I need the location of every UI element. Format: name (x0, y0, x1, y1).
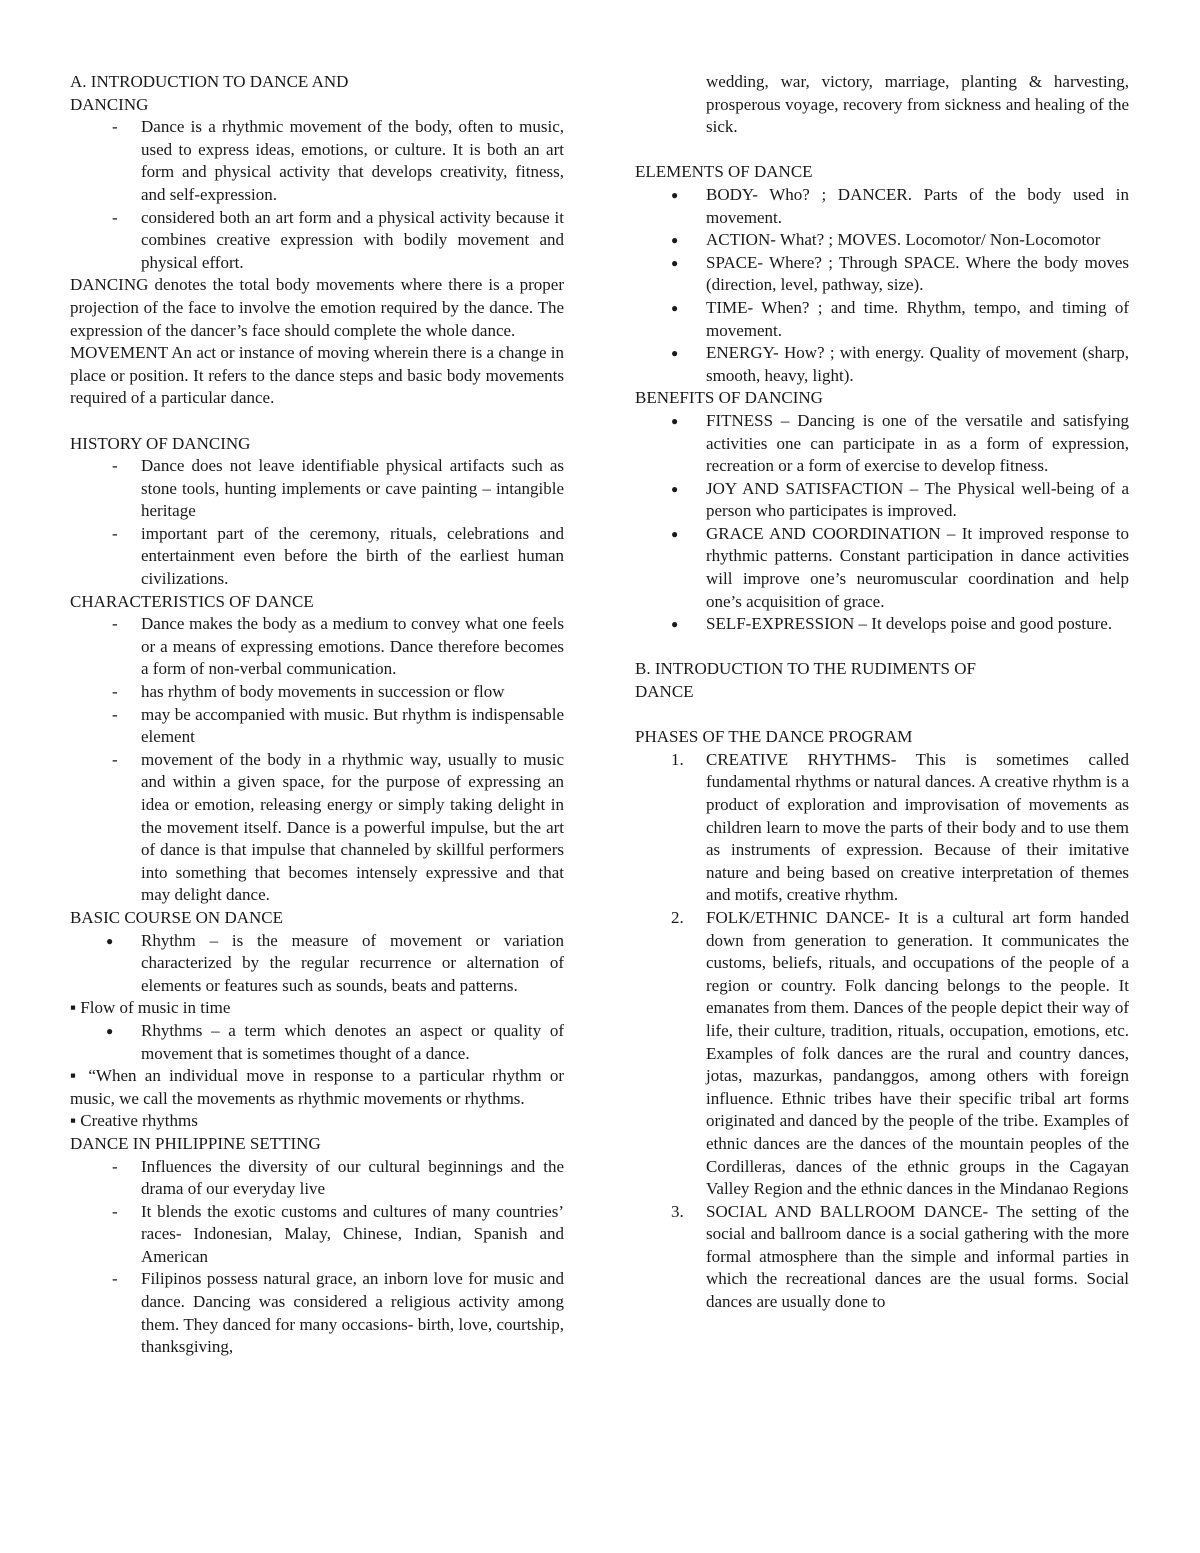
left-column (70, 71, 564, 1359)
list-item: ● ACTION- What? ; MOVES. Locomotor/ Non-Locomotor (635, 229, 1129, 252)
list-item: ● ENERGY- How? ; with energy. Quality of movement (sharp, smooth, heavy, light). (671, 343, 1129, 385)
list-item: ● SELF-EXPRESSION – It develops poise and good posture. (635, 613, 1129, 636)
list-item: wedding, war, victory, marriage, planting & harvesting, prosperous voyage, recovery from sickness and healing of the sick. (706, 72, 1129, 137)
dancing-paragraph: DANCING denotes the total body movements where there is a proper projection of the face to involve the emotion required by the dance. The expression of the dancer’s face should complete the whole dance. (70, 275, 564, 340)
right-column (635, 71, 1129, 1314)
dot-bullet: ● (671, 413, 679, 428)
intro-list (70, 116, 564, 274)
dash-bullet: - (112, 614, 118, 634)
list-item: ● Rhythms – a term which denotes an aspect or quality of movement that is sometimes thought of a dance. (106, 1020, 564, 1063)
basic-course-list-2 (70, 1020, 564, 1065)
phases-heading: PHASES OF THE DANCE PROGRAM (635, 727, 913, 747)
basic-course-list-1 (70, 930, 564, 998)
list-item: - important part of the ceremony, rituals, celebrations and entertainment even before the birth of the earliest human civilizations. (112, 523, 564, 589)
dash-bullet: - (112, 456, 118, 476)
list-item: - Filipinos possess natural grace, an inborn love for music and dance. Dancing was considered a religious activity among them. They danced for many occasions- birth, love, courtship, thanksgiving, (112, 1269, 564, 1357)
movement-paragraph: MOVEMENT An act or instance of moving wherein there is a change in place or position. It refers to the dance steps and basic body movements required of a particular dance. (70, 343, 564, 408)
dot-bullet: ● (671, 233, 679, 248)
list-item: - has rhythm of body movements in succession or flow (70, 681, 564, 704)
elements-list (635, 184, 1129, 387)
dot-bullet: ● (671, 300, 679, 315)
list-item: ● Rhythm – is the measure of movement or variation characterized by the regular recurrence or alternation of elements or features such as sounds, beats and patterns. (106, 930, 564, 995)
benefits-heading: BENEFITS OF DANCING (635, 388, 823, 408)
philippine-list (70, 1156, 564, 1359)
dot-bullet: ● (671, 255, 679, 270)
list-item: - It blends the exotic customs and cultures of many countries’ races- Indonesian, Malay, Chinese, Indian, Spanish and American (112, 1201, 564, 1266)
list-item: - considered both an art form and a physical activity because it combines creative expression with bodily movement and physical effort. (112, 207, 564, 272)
dash-bullet: - (112, 1269, 118, 1289)
list-item: 3. SOCIAL AND BALLROOM DANCE- The setting of the social and ballroom dance is a social gathering with the more formal atmosphere than the simple and informal parties in which the recreational dances are the usual forms. Social dances are usually done to (671, 1201, 1129, 1312)
list-item: ● FITNESS – Dancing is one of the versatile and satisfying activities one can participate in as a form of expression, recreation or a form of exercise to develop fitness. (671, 410, 1129, 476)
list-item: - may be accompanied with music. But rhythm is indispensable element (112, 704, 564, 747)
dash-bullet: - (112, 523, 118, 543)
creative-rhythms-line: ▪ Creative rhythms (70, 1111, 198, 1131)
list-item: - Dance does not leave identifiable physical artifacts such as stone tools, hunting implements or cave painting – intangible heritage (112, 456, 564, 521)
elements-heading: ELEMENTS OF DANCE (635, 162, 813, 182)
intro-heading-line-2: DANCING (70, 94, 149, 114)
characteristics-heading: CHARACTERISTICS OF DANCE (70, 591, 314, 611)
dash-bullet: - (112, 749, 118, 769)
list-item: ● GRACE AND COORDINATION – It improved response to rhythmic patterns. Constant participation in dance activities will improve one’s neuromuscular coordination and help one’s acquisition of grace. (671, 523, 1129, 611)
list-item: ● JOY AND SATISFACTION – The Physical well-being of a person who participates is improved. (671, 478, 1129, 521)
dot-bullet: ● (106, 1023, 114, 1038)
continuation-block (635, 71, 1129, 139)
rudiments-heading-line-2: DANCE (635, 682, 694, 702)
dot-bullet: ● (671, 187, 679, 202)
dash-bullet: - (112, 682, 118, 702)
list-item: - Dance makes the body as a medium to convey what one feels or a means of expressing emotions. Dance therefore becomes a form of non-verbal communication. (112, 614, 564, 679)
list-item: ● TIME- When? ; and time. Rhythm, tempo, and timing of movement. (671, 297, 1129, 340)
dash-bullet: - (112, 207, 118, 227)
philippine-heading: DANCE IN PHILIPPINE SETTING (70, 1133, 321, 1153)
dot-bullet: ● (106, 933, 114, 948)
rudiments-heading-line-1: B. INTRODUCTION TO THE RUDIMENTS OF (635, 659, 976, 679)
benefits-list (635, 410, 1129, 636)
history-heading: HISTORY OF DANCING (70, 433, 251, 453)
dash-bullet: - (112, 117, 118, 137)
list-item: - movement of the body in a rhythmic way, usually to music and within a given space, for the purpose of expressing an idea or emotion, releasing energy or simply taking delight in the movement itself. Dance is a powerful impulse, but the art of dance is that impulse that channeled by skillful performers into something that becomes intensely expressive and that may delight dance. (112, 749, 564, 905)
dash-bullet: - (112, 1156, 118, 1176)
dash-bullet: - (112, 704, 118, 724)
list-item: 2. FOLK/ETHNIC DANCE- It is a cultural art form handed down from generation to generation. It communicates the customs, beliefs, rituals, and occupations of the people of a region or country. Folk dancing belongs to the people. It emanates from them. Dances of the people depict their way of life, their culture, tradition, rituals, occupation, emotions, etc. Examples of folk dances are the rural and country dances, jotas, mazurkas, pandanggos, among others with foreign influence. Ethnic tribes have their specific tribal art forms originated and danced by the people of the tribe. Examples of ethnic dances are the dances of the mountain peoples of the Cordilleras, dances of the ethnic groups in the Cagayan Valley Region and the ethnic dances in the Mindanao Regions (671, 907, 1129, 1199)
item-number: 1. (671, 749, 684, 769)
item-number: 3. (671, 1201, 684, 1221)
list-item: ● SPACE- Where? ; Through SPACE. Where the body moves (direction, level, pathway, size). (671, 252, 1129, 295)
flow-line: ▪ Flow of music in time (70, 998, 231, 1018)
list-item: - Influences the diversity of our cultural beginnings and the drama of our everyday live (112, 1156, 564, 1199)
dot-bullet: ● (671, 617, 679, 632)
quote-paragraph: ▪ “When an individual move in response to a particular rhythm or music, we call the movements as rhythmic movements or rhythms. (70, 1066, 564, 1108)
characteristics-list (70, 613, 564, 907)
list-item: - Dance is a rhythmic movement of the body, often to music, used to express ideas, emotions, or culture. It is both an art form and physical activity that develops creativity, fitness, and self-expression. (112, 117, 564, 204)
list-item: ● BODY- Who? ; DANCER. Parts of the body used in movement. (671, 184, 1129, 227)
dot-bullet: ● (671, 346, 679, 361)
basic-course-heading: BASIC COURSE ON DANCE (70, 907, 283, 927)
dot-bullet: ● (671, 481, 679, 496)
list-item: 1. CREATIVE RHYTHMS- This is sometimes called fundamental rhythms or natural dances. A creative rhythm is a product of exploration and improvisation of movements as children learn to move the parts of their body and to use them as instruments of expression. Because of their imitative nature and being based on creative interpretation of themes and motifs, creative rhythm. (671, 749, 1129, 905)
item-number: 2. (671, 907, 684, 927)
dot-bullet: ● (671, 526, 679, 541)
phases-list (635, 749, 1129, 1314)
history-list (70, 455, 564, 591)
intro-heading-line-1: A. INTRODUCTION TO DANCE AND (70, 72, 349, 91)
dash-bullet: - (112, 1201, 118, 1221)
